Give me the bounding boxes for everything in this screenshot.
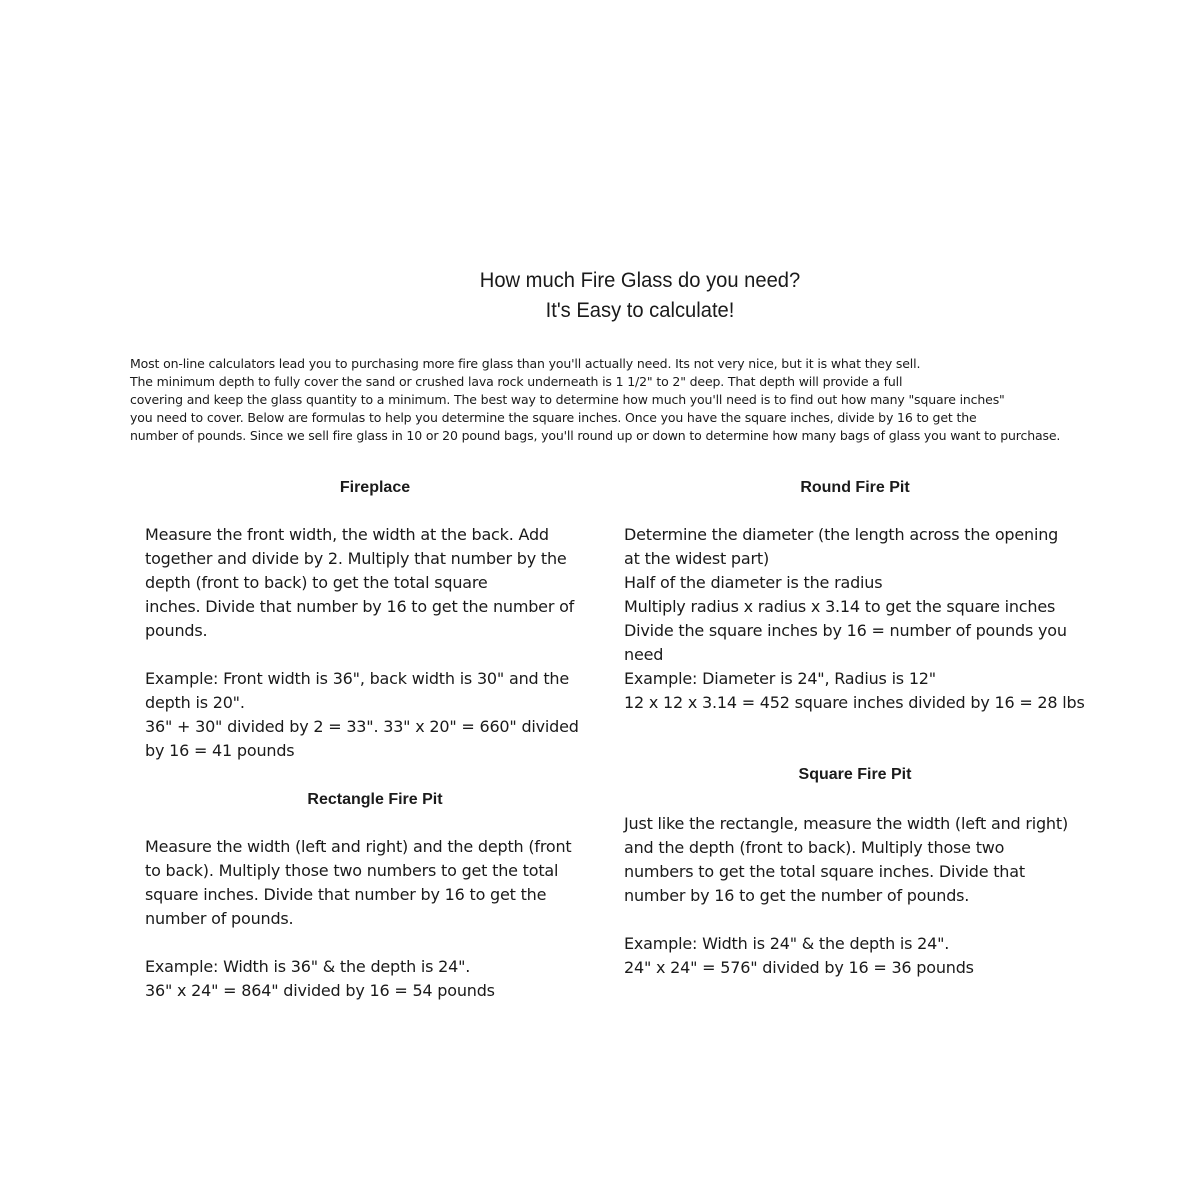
intro-paragraph xyxy=(130,355,1190,445)
text-line: by 16 = 41 pounds xyxy=(145,741,295,760)
text-line: Half of the diameter is the radius xyxy=(624,573,883,592)
intro-line: Most on-line calculators lead you to purchasing more fire glass than you'll actually need. Its not very nice, but it is what they sell. xyxy=(130,356,921,371)
text-line: Divide the square inches by 16 = number of pounds you xyxy=(624,621,1067,640)
blank-line xyxy=(145,643,579,667)
text-line: numbers to get the total square inches. Divide that xyxy=(624,862,1025,881)
text-line: number by 16 to get the number of pounds. xyxy=(624,886,970,905)
text-line: inches. Divide that number by 16 to get the number of xyxy=(145,597,575,616)
round-fire-pit-heading: Round Fire Pit xyxy=(800,479,910,496)
text-line: Measure the front width, the width at the back. Add xyxy=(145,525,549,544)
text-line: 24" x 24" = 576" divided by 16 = 36 pounds xyxy=(624,958,974,977)
text-line: depth is 20". xyxy=(145,693,245,712)
intro-line: you need to cover. Below are formulas to help you determine the square inches. Once you have the square inches, divide by 16 to get the xyxy=(130,410,977,425)
text-line: Example: Front width is 36", back width is 30" and the xyxy=(145,669,570,688)
rectangle-fire-pit-heading: Rectangle Fire Pit xyxy=(307,791,443,808)
text-line: Example: Diameter is 24", Radius is 12" xyxy=(624,669,936,688)
text-line: 36" + 30" divided by 2 = 33". 33" x 20" = 660" divided xyxy=(145,717,579,736)
text-line: pounds. xyxy=(145,621,208,640)
rectangle-fire-pit-instructions xyxy=(145,835,571,1003)
text-line: 36" x 24" = 864" divided by 16 = 54 pounds xyxy=(145,981,495,1000)
text-line: and the depth (front to back). Multiply those two xyxy=(624,838,1005,857)
title-line-1: How much Fire Glass do you need? xyxy=(479,269,801,292)
text-line: square inches. Divide that number by 16 to get the xyxy=(145,885,547,904)
blank-line xyxy=(145,931,571,955)
text-line: depth (front to back) to get the total square xyxy=(145,573,488,592)
fireplace-heading: Fireplace xyxy=(339,479,411,496)
text-line: at the widest part) xyxy=(624,549,769,568)
intro-line: number of pounds. Since we sell fire glass in 10 or 20 pound bags, you'll round up or down to determine how many bags of glass you want to purchase. xyxy=(130,428,1061,443)
title-line-2: It's Easy to calculate! xyxy=(545,299,735,322)
text-line: together and divide by 2. Multiply that number by the xyxy=(145,549,567,568)
text-line: Determine the diameter (the length across the opening xyxy=(624,525,1059,544)
text-line: Just like the rectangle, measure the width (left and right) xyxy=(624,814,1068,833)
text-line: Multiply radius x radius x 3.14 to get the square inches xyxy=(624,597,1056,616)
square-fire-pit-heading: Square Fire Pit xyxy=(798,766,912,783)
text-line: need xyxy=(624,645,664,664)
intro-line: covering and keep the glass quantity to a minimum. The best way to determine how much you'll need is to find out how many "square inches" xyxy=(130,392,1005,407)
text-line: 12 x 12 x 3.14 = 452 square inches divided by 16 = 28 lbs xyxy=(624,693,1085,712)
text-line: to back). Multiply those two numbers to get the total xyxy=(145,861,559,880)
text-line: number of pounds. xyxy=(145,909,294,928)
text-line: Example: Width is 24" & the depth is 24". xyxy=(624,934,950,953)
fireplace-instructions xyxy=(145,523,579,763)
intro-line: The minimum depth to fully cover the sand or crushed lava rock underneath is 1 1/2" to 2" deep. That depth will provide a full xyxy=(130,374,903,389)
round-fire-pit-instructions xyxy=(624,523,1085,715)
text-line: Measure the width (left and right) and the depth (front xyxy=(145,837,572,856)
text-line: Example: Width is 36" & the depth is 24". xyxy=(145,957,471,976)
blank-line xyxy=(624,908,1068,932)
square-fire-pit-instructions xyxy=(624,812,1068,980)
